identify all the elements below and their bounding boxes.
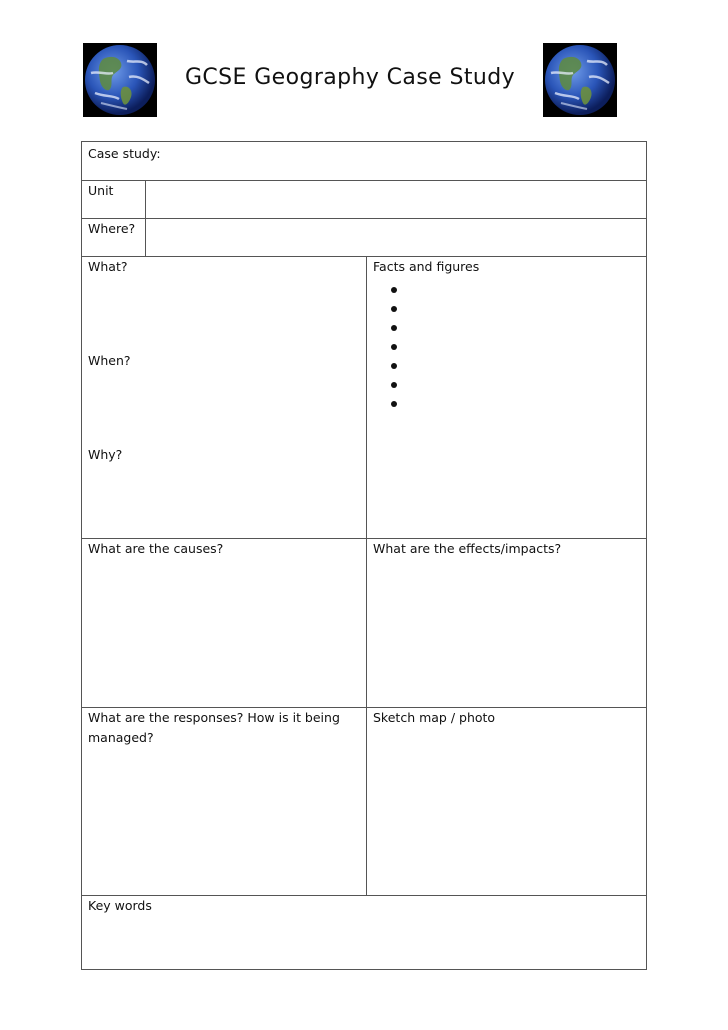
when-label: When?: [88, 353, 131, 368]
earth-globe-image-left: [83, 43, 157, 117]
earth-globe-image-right: [543, 43, 617, 117]
facts-figures-label: Facts and figures: [373, 259, 480, 274]
effects-label: What are the effects/impacts?: [373, 541, 562, 556]
unit-label: Unit: [88, 183, 114, 198]
case-study-label: Case study:: [88, 146, 161, 161]
key-words-field[interactable]: [82, 896, 646, 969]
page-title: GCSE Geography Case Study: [184, 65, 516, 90]
earth-globe-icon: [83, 43, 157, 117]
case-study-field[interactable]: [82, 142, 646, 180]
causes-field[interactable]: [82, 539, 366, 707]
facts-figures-field[interactable]: [367, 257, 646, 538]
sketch-map-field[interactable]: [367, 708, 646, 895]
key-words-label: Key words: [88, 898, 152, 913]
what-label: What?: [88, 259, 128, 274]
sketch-map-label: Sketch map / photo: [373, 710, 496, 725]
effects-field[interactable]: [367, 539, 646, 707]
unit-field[interactable]: [146, 181, 646, 218]
case-study-form: [81, 141, 647, 970]
causes-label: What are the causes?: [88, 541, 224, 556]
earth-globe-icon: [543, 43, 617, 117]
responses-label: What are the responses? How is it being managed?: [88, 710, 340, 745]
why-label: Why?: [88, 447, 123, 462]
where-field[interactable]: [146, 219, 646, 256]
responses-field[interactable]: [82, 708, 366, 895]
what-when-why-field[interactable]: [82, 257, 366, 538]
where-label: Where?: [88, 221, 136, 236]
